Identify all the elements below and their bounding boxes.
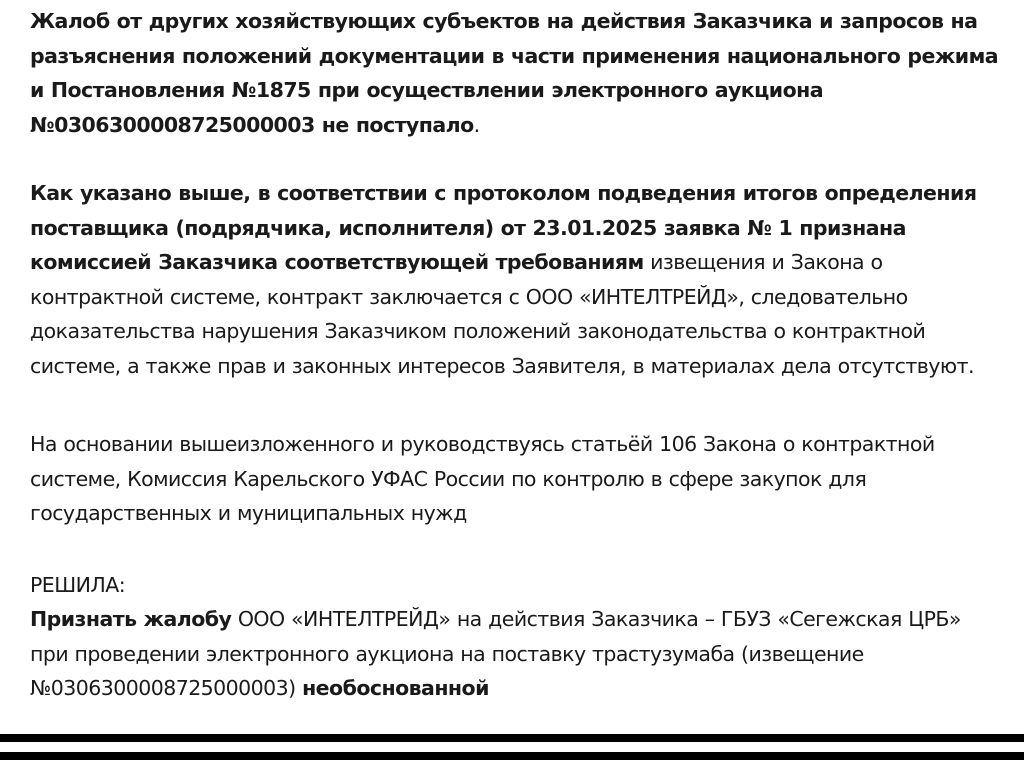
bottom-divider-line: [0, 734, 1024, 742]
paragraph-protocol: [30, 176, 1005, 383]
paragraph-spacer: [30, 142, 1005, 176]
paragraph-spacer: [30, 383, 1005, 427]
decision-heading: РЕШИЛА:: [30, 572, 126, 597]
no-complaints-period: .: [473, 112, 480, 137]
decision-bold-end: необоснованной: [302, 676, 489, 700]
paragraph-decision: [30, 602, 1005, 706]
protocol-bold-text: Как указано выше, в соответствии с протоколом подведения итогов определения поставщика (подрядчика, исполнителя) от 23.01.2025 заявка № 1 признана комиссией Заказчика соответствующей требованиям: [30, 181, 977, 274]
paragraph-basis: На основании вышеизложенного и руководствуясь статьёй 106 Закона о контрактной системе, Комиссия Карельского УФАС России по контролю в сфере закупок для государственных и муниципальных нужд: [30, 432, 935, 525]
document-body: [30, 4, 1005, 706]
paragraph-spacer: [30, 531, 1005, 568]
bottom-divider-line: [0, 752, 1024, 760]
paragraph-no-complaints: [30, 4, 1005, 142]
no-complaints-bold-text: Жалоб от других хозяйствующих субъектов на действия Заказчика и запросов на разъяснения положений документации в части применения национального режима и Постановления №1875 при осуществлении электронного аукциона №0306300008725000003 не поступало: [30, 9, 999, 137]
protocol-regular-text: извещения и Закона о контрактной системе, контракт заключается с ООО «ИНТЕЛТРЕЙД», следовательно доказательства нарушения Заказчиком положений законодательства о контрактной системе, а также прав и законных интересов Заявителя, в материалах дела отсутствуют.: [30, 250, 974, 378]
decision-regular-text: ООО «ИНТЕЛТРЕЙД» на действия Заказчика – ГБУЗ «Сегежская ЦРБ» при проведении электронного аукциона на поставку трастузумаба (извещение №0306300008725000003): [30, 607, 961, 700]
decision-bold-start: Признать жалобу: [30, 607, 232, 631]
